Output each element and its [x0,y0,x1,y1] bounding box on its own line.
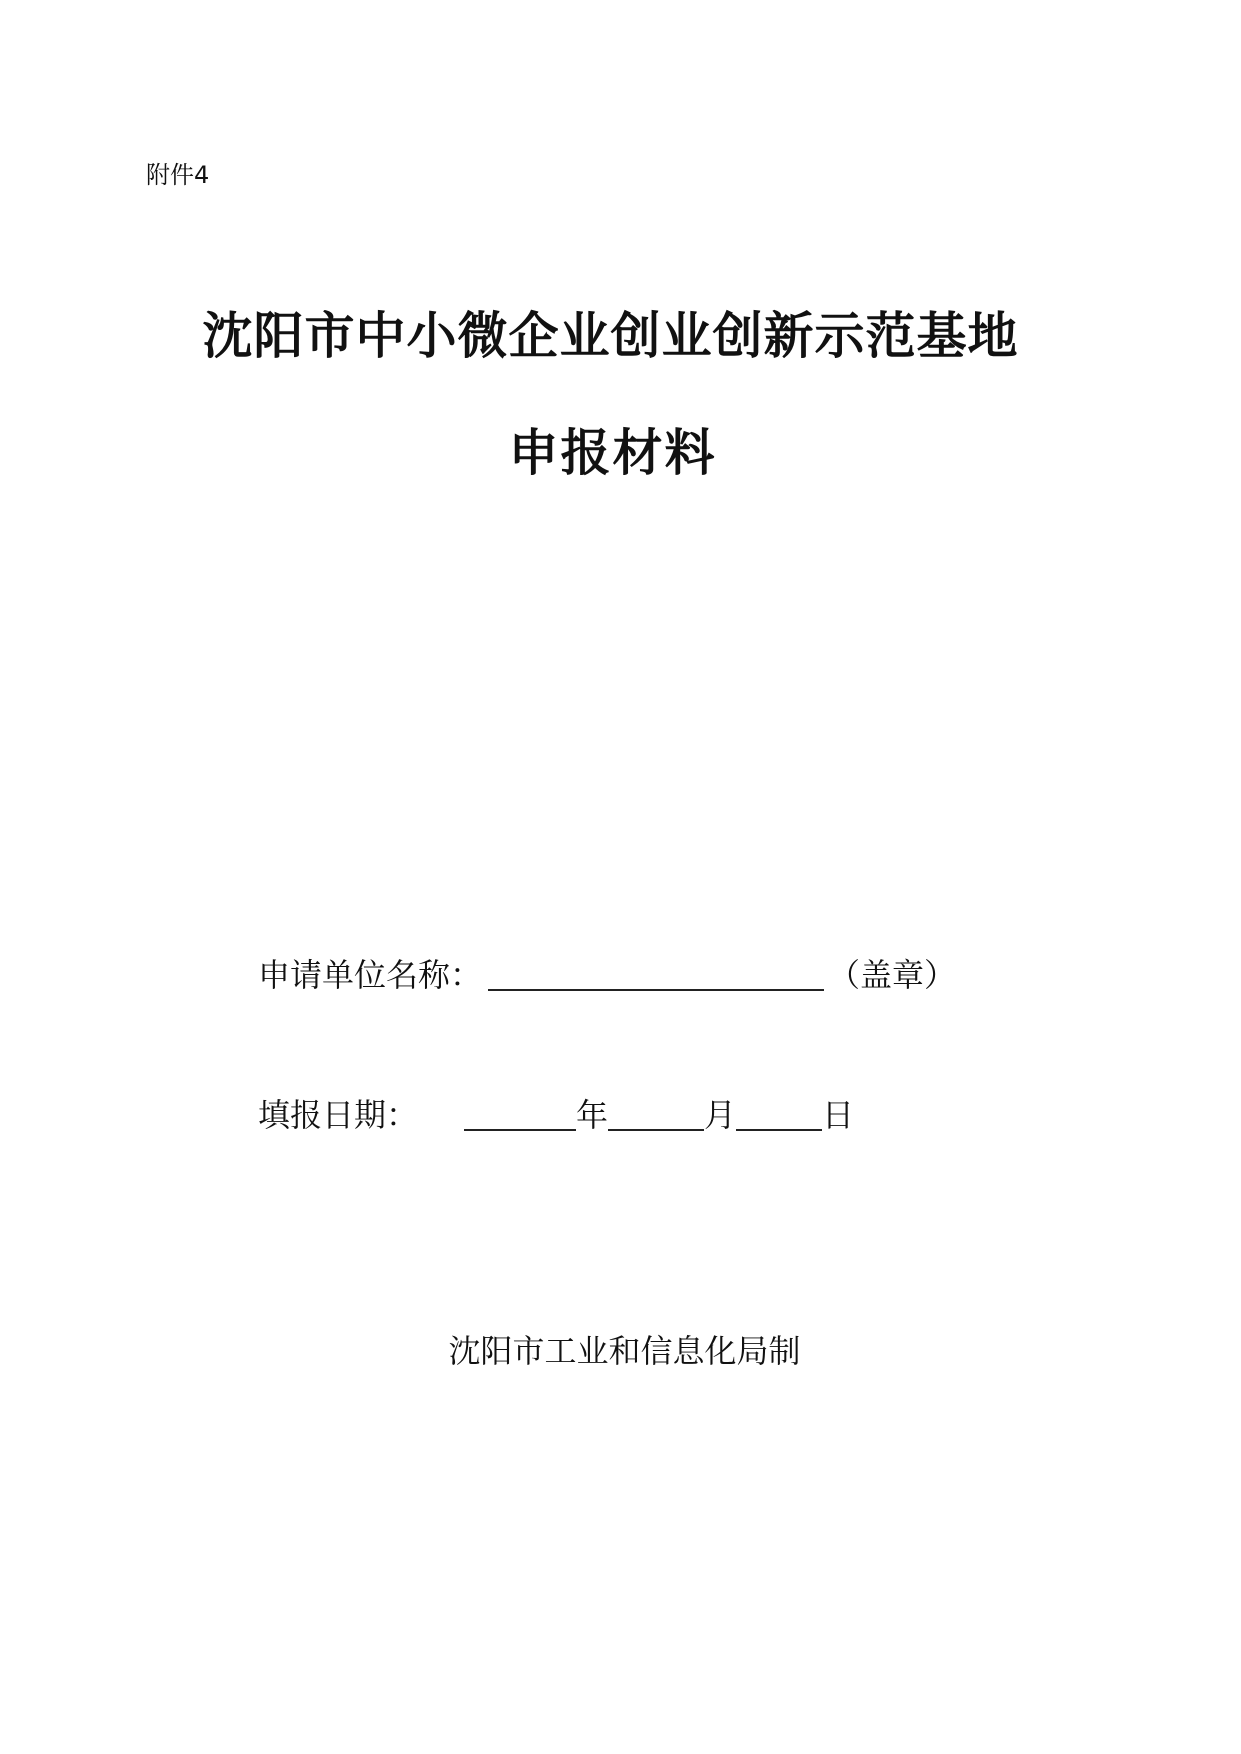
document-title-line-2: 申报材料 [508,424,717,482]
issuer-line: 沈阳市工业和信息化局制 [448,1332,801,1370]
day-unit: 日 [822,1096,855,1134]
attachment-label: 附件4 [146,161,210,189]
stamp-note: （盖章） [828,956,957,994]
applicant-label: 申请单位名称： [258,956,483,994]
month-blank[interactable] [608,1095,704,1131]
day-blank[interactable] [736,1095,822,1131]
document-title-line-1: 沈阳市中小微企业创业创新示范基地 [202,307,1019,365]
year-unit: 年 [576,1096,609,1134]
year-blank[interactable] [464,1095,576,1131]
fill-date-row [258,1095,854,1135]
applicant-row [258,955,956,995]
fill-date-label: 填报日期： [258,1096,419,1134]
applicant-name-blank[interactable] [488,955,824,991]
month-unit: 月 [704,1096,737,1134]
